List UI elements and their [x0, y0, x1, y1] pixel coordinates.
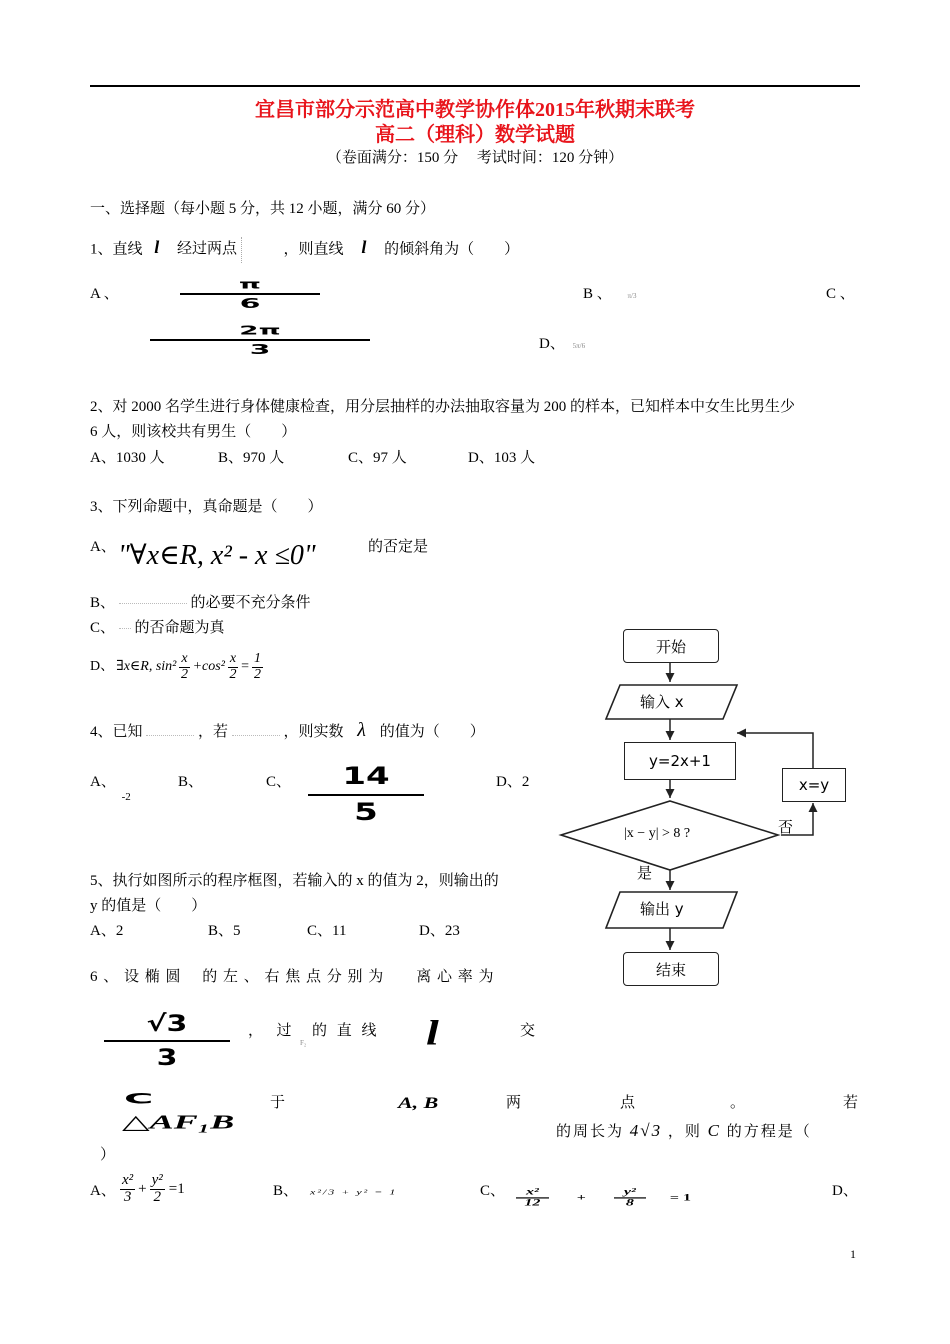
- q3-option-b: B、 的必要不充分条件: [90, 595, 311, 611]
- q1-option-c-label: C 、: [826, 286, 855, 302]
- q5-option-c: C、11: [307, 923, 347, 939]
- q6-de-zhixian: 的 直 线: [312, 1023, 380, 1039]
- q5-line1: 5、执行如图所示的程序框图，若输入的 x 的值为 2，则输出的: [90, 873, 499, 889]
- exam-subtitle-title: 高二（理科）数学试题: [375, 124, 575, 146]
- q3-option-a-math: "∀x∈R, x² - x ≤0": [118, 540, 316, 571]
- exam-title: 宜昌市部分示范高中教学协作体2015年秋期末联考: [255, 99, 695, 121]
- q3-option-a-text: 的否定是: [368, 539, 429, 555]
- q3-option-d: D、 ∃x∈R, sin² $\frac{x}{2}$ +cos² $\frac{x}{2}$ = $\frac{1}{2}$: [90, 651, 262, 682]
- header-rule: [90, 85, 860, 87]
- q4-option-c-label: C、: [266, 774, 292, 790]
- q6-option-c-label: C、: [480, 1183, 506, 1199]
- q6-perimeter: 的周长为 4√3 ，则 C 的方程是（: [556, 1121, 812, 1140]
- q6-option-a-label: A、: [90, 1183, 116, 1199]
- flowchart-end: 结束: [623, 952, 719, 986]
- q6-guo: ， 过: [248, 1023, 295, 1039]
- q5-line2: y 的值是（ ）: [90, 898, 207, 914]
- q6-line1: 6 、 设 椭 圆 的 左 、 右 焦 点 分 别 为 离 心 率 为: [90, 969, 495, 985]
- q3-option-c: C、 的否命题为真: [90, 620, 225, 636]
- q1-option-b: B 、 π/3: [583, 286, 637, 302]
- q6-jiao: 交: [520, 1023, 536, 1039]
- q1-stem: 1、直线 l 经过两点 ，则直线 l 的倾斜角为（ ）: [90, 237, 519, 263]
- flowchart-no-label: 否: [778, 818, 794, 836]
- flowchart-input-label: 输入 x: [640, 693, 684, 711]
- exam-info: （卷面满分：150 分 考试时间：120 分钟）: [326, 150, 624, 166]
- q4-option-a: A、 $_{-2}$: [90, 774, 131, 803]
- q6-option-c-math: $\frac{\text{x²}}{12}$ + $\frac{\text{y²}}{8}$ = 1: [516, 1187, 691, 1208]
- page-number: 1: [850, 1247, 856, 1261]
- q1-option-a-fraction: π 6: [180, 276, 320, 313]
- q6-eccentricity-fraction: √3 3: [104, 1012, 230, 1070]
- q3-option-a-label: A、: [90, 539, 116, 555]
- q2-line2: 6 人，则该校共有男生（ ）: [90, 424, 297, 440]
- q6-triangle: △AF₁B: [122, 1110, 235, 1133]
- q6-period: 。: [730, 1095, 746, 1111]
- section-heading: 一、选择题（每小题 5 分，共 12 小题，满分 60 分）: [90, 201, 436, 217]
- q4-option-c-fraction: 14 5: [308, 764, 424, 825]
- q1-option-c-fraction: 2π 3: [150, 322, 370, 359]
- q1-option-a-label: A 、: [90, 286, 119, 302]
- q2-option-b: B、970 人: [218, 450, 285, 466]
- flowchart-condition-label: |x − y| > 8 ?: [624, 826, 691, 841]
- q4-stem: 4、已知 ，若 ，则实数 λ 的值为（ ）: [90, 719, 485, 741]
- flowchart: [555, 620, 885, 1000]
- q2-line1: 2、对 2000 名学生进行身体健康检查，用分层抽样的办法抽取容量为 200 的样本，已知样本中女生比男生少: [90, 399, 796, 415]
- q6-yu: 于: [270, 1095, 286, 1111]
- q6-option-b-math: x²/3 + y² = 1: [310, 1187, 398, 1197]
- flowchart-assign: y=2x+1: [624, 742, 736, 780]
- q6-line-l: l: [426, 1013, 439, 1052]
- q1-option-d: D、 5π/6: [539, 336, 586, 352]
- flowchart-update: x=y: [782, 768, 846, 802]
- q4-option-b-label: B、: [178, 774, 204, 790]
- flowchart-output-label: 输出 y: [640, 900, 684, 918]
- q5-option-d: D、23: [419, 923, 460, 939]
- q5-option-b: B、5: [208, 923, 241, 939]
- flowchart-yes-label: 是: [637, 864, 653, 882]
- q6-points-ab: A, B: [398, 1093, 439, 1112]
- q2-option-d: D、103 人: [468, 450, 536, 466]
- q6-ruo: 若: [843, 1095, 859, 1111]
- q2-option-a: A、1030 人: [90, 450, 165, 466]
- q4-option-d: D、2: [496, 774, 530, 790]
- q6-dian: 点: [620, 1095, 636, 1111]
- flowchart-start: 开始: [623, 629, 719, 663]
- q3-stem: 3、下列命题中，真命题是（ ）: [90, 499, 323, 515]
- q6-option-a-math: $\frac{\text{x²}}{3}$ + $\frac{\text{y²}}{2}$ =1: [122, 1172, 185, 1205]
- q6-close-paren: ）: [100, 1147, 116, 1163]
- q6-option-d-label: D、: [832, 1183, 858, 1199]
- q2-option-c: C、97 人: [348, 450, 407, 466]
- q6-option-b-label: B、: [273, 1183, 299, 1199]
- q6-liang: 两: [506, 1095, 522, 1111]
- q6-ellipse-c: C: [124, 1090, 154, 1108]
- q6-f2: F₂: [300, 1039, 307, 1047]
- q5-option-a: A、2: [90, 923, 124, 939]
